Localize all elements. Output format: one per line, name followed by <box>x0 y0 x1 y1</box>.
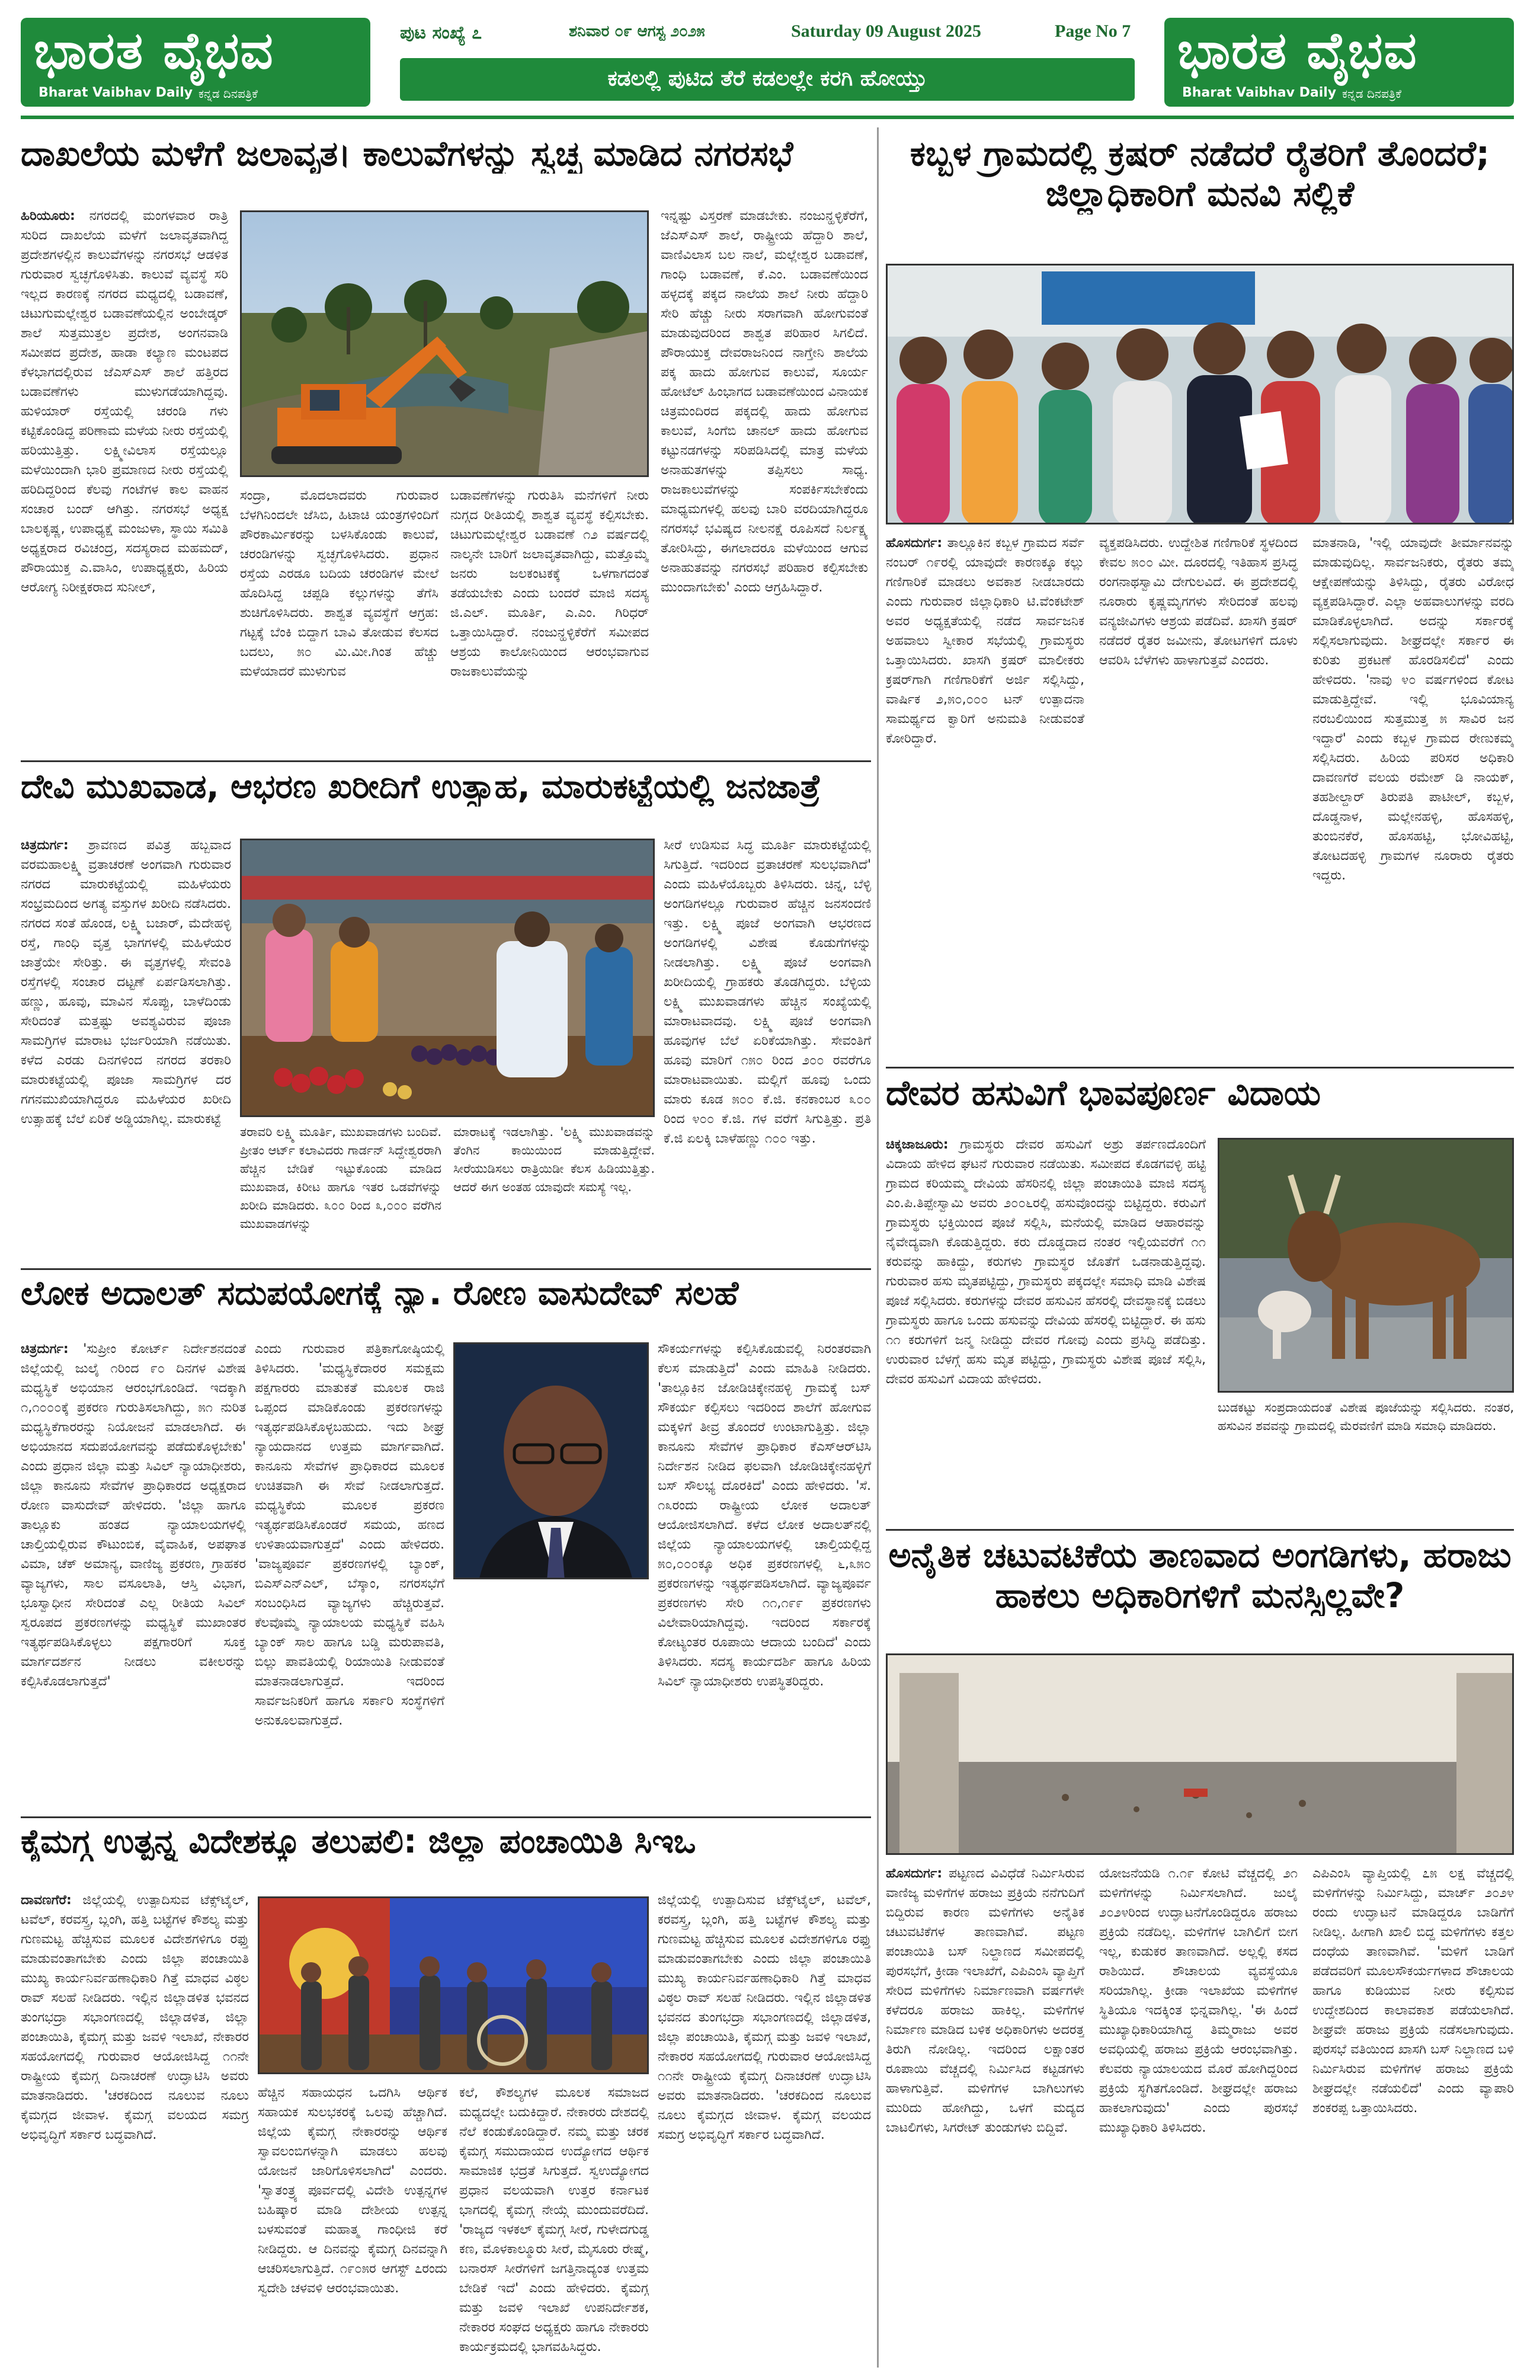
article-text: ತಾಲ್ಲೂಕಿನ ಕಬ್ಬಳ ಗ್ರಾಮದ ಸರ್ವೆ ನಂಬರ್ ೧೯ರಲ್ಲಿ ಯಾವುದೇ ಕಾರಣಕ್ಕೂ ಕಲ್ಲು ಗಣಿಗಾರಿಕೆ ಮಾಡಲು ಅವಕಾಶ ನೀಡಬಾರದು ಎಂದು ಗುರುವಾರ ಜಿಲ್ಲಾಧಿಕಾರಿ ಟಿ.ವೆಂಕಟೇಶ್ ಅವರ ಅಧ್ಯಕ್ಷತೆಯಲ್ಲಿ ನಡೆದ ಸಾರ್ವಜನಿಕ ಅಹವಾಲು ಸ್ವೀಕಾರ ಸಭೆಯಲ್ಲಿ ಗ್ರಾಮಸ್ಥರು ಒತ್ತಾಯಿಸಿದರು. ಖಾಸಗಿ ಕ್ರಷರ್ ಮಾಲೀಕರು ಕ್ರಷರ್‌ಗಾಗಿ ಗಣಿಗಾರಿಕೆಗೆ ಅರ್ಜಿ ಸಲ್ಲಿಸಿದ್ದು, ವಾರ್ಷಿಕ ೨,೫೦,೦೦೦ ಟನ್ ಉತ್ಪಾದನಾ ಸಾಮರ್ಥ್ಯದ ಕ್ವಾರಿಗೆ ಅನುಮತಿ ನೀಡುವಂತೆ ಕೋರಿದ್ದಾರೆ. <box>886 536 1084 746</box>
masthead-logo-right <box>1164 18 1514 107</box>
excavator-photo-illustration <box>242 212 649 477</box>
photo-caption: ಮಾರಾಟಕ್ಕೆ ಇಡಲಾಗಿತ್ತು. 'ಲಕ್ಷ್ಮಿ ಮುಖವಾಡವನ್ನು ತೆಂಗಿನ ಕಾಯಿಯಿಂದ ಮಾಡುತ್ತಿದ್ದೇವೆ. ಸೀರೆಯುಡಿಸಲು ರಾತ್ರಿಯಿಡೀ ಕೆಲಸ ಹಿಡಿಯುತ್ತಿತ್ತು. ಆದರೆ ಈಗ ಅಂತಹ ಯಾವುದೇ ಸಮಸ್ಯೆ ಇಲ್ಲ. <box>453 1125 655 1194</box>
article-headline: ಕಬ್ಬಳ ಗ್ರಾಮದಲ್ಲಿ ಕ್ರಷರ್ ನಡೆದರೆ ರೈತರಿಗೆ ತೊಂದರೆ; ಜಿಲ್ಲಾಧಿಕಾರಿಗೆ ಮನವಿ ಸಲ್ಲಿಕೆ <box>910 133 1490 215</box>
header-slogan: ಕಡಲಲ್ಲಿ ಪುಟಿದ ತೆರೆ ಕಡಲಲ್ಲೇ ಕರಗಿ ಹೋಯ್ತು <box>400 58 1135 101</box>
masthead-title-en: Bharat Vaibhav Daily <box>39 85 193 100</box>
article-text: ಜಿಲ್ಲೆಯಲ್ಲಿ ಉತ್ಪಾದಿಸುವ ಟೆಕ್ಸ್‌ಟೈಲ್, ಟವೆಲ್, ಕರವಸ್ತ್ರ, ಬ್ಲಂಗಿ, ಹತ್ತಿ ಬಟ್ಟೆಗಳ ಕೌಶಲ್ಯ ಮತ್ತು ಗುಣಮಟ್ಟ ಹೆಚ್ಚಿಸುವ ಮೂಲಕ ವಿದೇಶಗಳಿಗೂ ರಫ್ತು ಮಾಡುವಂತಾಗಬೇಕು ಎಂದು ಜಿಲ್ಲಾ ಪಂಚಾಯಿತಿ ಮುಖ್ಯ ಕಾರ್ಯನಿರ್ವಹಣಾಧಿಕಾರಿ ಗಿತ್ತೆ ಮಾಧವ ವಿಠ್ಠಲ ರಾವ್ ಸಲಹೆ ನೀಡಿದರು. ಇಲ್ಲಿನ ಜಿಲ್ಲಾಡಳಿತ ಭವನದ ತುಂಗಭದ್ರಾ ಸಭಾಂಗಣದಲ್ಲಿ ಜಿಲ್ಲಾಡಳಿತ, ಜಿಲ್ಲಾ ಪಂಚಾಯಿತಿ, ಕೈಮಗ್ಗ ಮತ್ತು ಜವಳಿ ಇಲಾಖೆ, ನೇಕಾರರ ಸಹಯೋಗದಲ್ಲಿ ಗುರುವಾರ ಆಯೋಜಿಸಿದ್ದ ೧೧ನೇ ರಾಷ್ಟ್ರೀಯ ಕೈಮಗ್ಗ ದಿನಾಚರಣೆ ಉದ್ಘಾಟಿಸಿ ಅವರು ಮಾತನಾಡಿದರು. 'ಚರಕದಿಂದ ನೂಲುವ ನೂಲು ಕೈಮಗ್ಗದ ಜೀವಾಳ. ಕೈಮಗ್ಗ ವಲಯದ ಸಮಗ್ರ ಅಭಿವೃದ್ಧಿಗೆ ಸರ್ಕಾರ ಬದ್ಧವಾಗಿದೆ. <box>21 1893 249 2142</box>
article-dateline: ಚಿಕ್ಕಜಾಜೂರು: <box>886 1137 949 1152</box>
issue-number: ಪುಟ ಸಂಖ್ಯೆ ೭ <box>400 23 482 43</box>
masthead-title: ಭಾರತ ವೈಭವ <box>34 21 274 81</box>
article-dateline: ಚಿತ್ರದುರ್ಗ: <box>21 1342 69 1357</box>
article-photo-cow <box>1218 1138 1514 1393</box>
article-body: ಕಲೆ, ಕೌಶಲ್ಯಗಳ ಮೂಲಕ ಸಮಾಜದ ಮಧ್ಯದಲ್ಲೇ ಬದುಕಿದ್ದಾರೆ. ನೇಕಾರರು ದೇಶದಲ್ಲಿ ನೆಲೆ ಕಂಡುಕೊಂಡಿದ್ದಾರೆ. ನಮ್ಮ ಮತ್ತು ಚರಕ ಕೈಮಗ್ಗ ಸಮುದಾಯದ ಉದ್ಯೋಗದ ಆರ್ಥಿಕ ಸಾಮಾಜಿಕ ಭದ್ರತೆ ಸಿಗುತ್ತದೆ. ಸ್ವಉದ್ಯೋಗದ ಪ್ರಧಾನ ವಲಯವಾಗಿ ಉತ್ತರ ಕರ್ನಾಟಕ ಭಾಗದಲ್ಲಿ ಕೈಮಗ್ಗ ನೇಯ್ಗೆ ಮುಂದುವರೆದಿದೆ. 'ರಾಜ್ಯದ ಇಳಕಲ್ ಕೈಮಗ್ಗ ಸೀರೆ, ಗುಳೇದಗುಡ್ಡ ಕಣ, ಮೊಳಕಾಲ್ಮೂರು ಸೀರೆ, ಮೈಸೂರು ರೇಷ್ಮೆ, ಬನಾರಸ್ ಸೀರೆಗಳಿಗೆ ಜಗತ್ತಿನಾದ್ಯಂತ ಉತ್ತಮ ಬೇಡಿಕೆ ಇದೆ' ಎಂದು ಹೇಳಿದರು. ಕೈಮಗ್ಗ ಮತ್ತು ಜವಳಿ ಇಲಾಖೆ ಉಪನಿರ್ದೇಶಕ, ನೇಕಾರರ ಸಂಘದ ಅಧ್ಯಕ್ಷರು ಹಾಗೂ ನೇಕಾರರು ಕಾರ್ಯಕ್ರಮದಲ್ಲಿ ಭಾಗವಹಿಸಿದ್ದರು. <box>459 2085 649 2355</box>
article-photo-judge <box>453 1342 649 1579</box>
article-dateline: ಹೊಸದುರ್ಗ: <box>886 1866 943 1881</box>
article-body <box>21 1890 249 2365</box>
article-body: ಸಂದ್ರಾ, ಮೊದಲಾದವರು ಗುರುವಾರ ಬೆಳಗಿನಿಂದಲೇ ಜೆಸಿಬಿ, ಹಿಟಾಚಿ ಯಂತ್ರಗಳಿಂದಿಗೆ ಪೌರಕಾರ್ಮಿಕರನ್ನು ಬಳಸಿಕೊಂಡು ಕಾಲುವೆ, ಚರಂಡಿಗಳನ್ನು ಸ್ವಚ್ಛಗೊಳಿಸಿದರು. ಪ್ರಧಾನ ರಸ್ತೆಯ ಎರಡೂ ಬದಿಯ ಚರಂಡಿಗಳ ಮೇಲೆ ಹೊದಿಸಿದ್ದ ಚಪ್ಪಡಿ ಕಲ್ಲುಗಳನ್ನು ತೆಗೆಸಿ ಶುಚಿಗೊಳಿಸಿದರು. ಶಾಶ್ವತ ವ್ಯವಸ್ಥೆಗೆ ಆಗ್ರಹ: ಗಟ್ಟಕ್ಕೆ ಬೆಂಕಿ ಬಿದ್ದಾಗ ಬಾವಿ ತೋಡುವ ಕೆಲಸದ ಬದಲು, ೫೦ ಮಿ.ಮೀ.ಗಿಂತ ಹೆಚ್ಚು ಮಳೆಯಾದರೆ ಮುಳುಗುವ <box>240 488 438 679</box>
article-body: ಇನ್ನಷ್ಟು ವಿಸ್ತರಣೆ ಮಾಡಬೇಕು. ನಂಜುನ್ಹಳ್ಳಿಕೆರೆಗೆ, ಜೆಎಸ್ಎಸ್ ಶಾಲೆ, ರಾಷ್ಟ್ರೀಯ ಹೆದ್ದಾರಿ ಶಾಲೆ, ವಾಣಿವಿಲಾಸ ಬಲ ನಾಲೆ, ಮಲ್ಲೇಶ್ವರ ಬಡಾವಣೆ, ಗಾಂಧಿ ಬಡಾವಣೆ, ಕೆ.ಎಂ. ಬಡಾವಣೆಯಿಂದ ಹಳ್ಳದಕ್ಕೆ ಪಕ್ಕದ ನಾಲೆಯ ಶಾಲೆ ನೀರು ಹೆದ್ದಾರಿ ಸೇರಿ ಹೆಚ್ಚು ನೀರು ಸರಾಗವಾಗಿ ಹೋಗುವಂತೆ ಮಾಡುವುದರಿಂದ ಶಾಶ್ವತ ಪರಿಹಾರ ಸಿಗಲಿದೆ. ಪೌರಾಯುಕ್ತ ದೇವರಾಜನಿಂದ ನಾಗ್ತೇನಿ ಶಾಲೆಯ ಪಕ್ಕ ಹಾದು ಹೋಗುವ ಕಾಲುವೆ, ಸೂರ್ಯ ಹೋಟೆಲ್ ಹಿಂಭಾಗದ ಬಡಾವಣೆಯಿಂದ ವಿನಾಯಕ ಚಿತ್ರಮಂದಿರದ ಪಕ್ಕದಲ್ಲಿ ಹಾದು ಹೋಗುವ ಕಾಲುವೆ, ಸಿಂಗೆಬಿ ಚಾನಲ್ ಹಾದು ಹೋಗುವ ಕಟ್ಟುನಡಗಳನ್ನು ಸರಿಪಡಿಸಿದಲ್ಲಿ ಮಾತ್ರ ಮಳೆಯ ಅನಾಹುತಗಳನ್ನು ತಪ್ಪಿಸಲು ಸಾಧ್ಯ. ರಾಜಕಾಲುವೆಗಳನ್ನು ಸಂಪರ್ಕಿಸಬೇಕೆಂದು ಮಾಧ್ಯಮಗಳಲ್ಲಿ ಹಲವು ಬಾರಿ ವರದಿಯಾಗಿದ್ದರೂ ನಗರಸಭೆ ಭವಿಷ್ಯದ ನೀಲನಕ್ಷೆ ರೂಪಿಸದೆ ನಿರ್ಲಕ್ಷ್ಯ ತೋರಿಸಿದ್ದು, ಈಗಲಾದರೂ ಮಳೆಯಿಂದ ಆಗುವ ಅನಾಹುತವನ್ನು ನಗರಸಭೆ ಪರಿಹಾರ ಕಲ್ಪಿಸಬೇಕು ಮುಂದಾಗಬೇಕು' ಎಂದು ಆಗ್ರಹಿಸಿದ್ದಾರೆ. <box>661 209 868 595</box>
masthead-tagline: ಕನ್ನಡ ದಿನಪತ್ರಿಕೆ <box>198 87 258 101</box>
article-text: ಶ್ರಾವಣದ ಪವಿತ್ರ ಹಬ್ಬವಾದ ವರಮಹಾಲಕ್ಷ್ಮಿ ವ್ರತಾಚರಣೆ ಅಂಗವಾಗಿ ಗುರುವಾರ ನಗರದ ಮಾರುಕಟ್ಟೆಯಲ್ಲಿ ಮಹಿಳೆಯರು ಸಂಭ್ರಮದಿಂದ ಅಗತ್ಯ ವಸ್ತುಗಳ ಖರೀದಿ ನಡೆಸಿದರು. ನಗರದ ಸಂತೆ ಹೊಂಡ, ಲಕ್ಷ್ಮಿ ಬಜಾರ್, ಮೆದೇಹಳ್ಳಿ ರಸ್ತೆ, ಗಾಂಧಿ ವೃತ್ತ ಭಾಗಗಳಲ್ಲಿ ಮಹಿಳೆಯರ ಜಾತ್ರೆಯೇ ಸೇರಿತ್ತು. ಈ ವೃತ್ತಗಳಲ್ಲಿ ಸೇವಂತಿ ರಸ್ತೆಗಳಲ್ಲಿ ಸಂಚಾರ ದಟ್ಟಣೆ ಏರ್ಪಡಿಸಲಾಗಿತ್ತು. ಹಣ್ಣು, ಹೂವು, ಮಾವಿನ ಸೊಪ್ಪು, ಬಾಳೆದಿಂಡು ಸೇರಿದಂತೆ ಮತ್ತಷ್ಟು ಅವಶ್ಯವಿರುವ ಪೂಜಾ ಸಾಮಗ್ರಿಗಳ ಮಾರಾಟ ಭರ್ಜರಿಯಾಗಿ ನಡೆಯಿತು. ಕಳೆದ ಎರಡು ದಿನಗಳಿಂದ ನಗರದ ತರಕಾರಿ ಮಾರುಕಟ್ಟೆಯಲ್ಲಿ ಪೂಜಾ ಸಾಮಗ್ರಿಗಳ ದರ ಗಗನಮುಖಿಯಾಗಿದ್ದರೂ ಮಹಿಳೆಯರ ಖರೀದಿ ಉತ್ಸಾಹಕ್ಕೆ ಬೆಲೆ ಏರಿಕೆ ಅಡ್ಡಿಯಾಗಿಲ್ಲ. ಮಾರುಕಟ್ಟೆ <box>21 838 231 1127</box>
article-body <box>21 206 228 751</box>
article-dateline: ಚಿತ್ರದುರ್ಗ: <box>21 838 69 853</box>
article-body <box>21 1339 246 1808</box>
article-headline: ದಾಖಲೆಯ ಮಳೆಗೆ ಜಲಾವೃತ। ಕಾಲುವೆಗಳನ್ನು ಸ್ವಚ್ಛ ಮಾಡಿದ ನಗರಸಭೆ <box>21 133 793 174</box>
section-divider <box>886 1067 1514 1069</box>
article-body: ವ್ಯಕ್ತಪಡಿಸಿದರು. ಉದ್ದೇಶಿತ ಗಣಿಗಾರಿಕೆ ಸ್ಥಳದಿಂದ ಕೇವಲ ೫೦೦ ಮೀ. ದೂರದಲ್ಲಿ ಇತಿಹಾಸ ಪ್ರಸಿದ್ಧ ರಂಗನಾಥಸ್ವಾಮಿ ದೇಗುಲವಿದೆ. ಈ ಪ್ರದೇಶದಲ್ಲಿ ನೂರಾರು ಕೃಷ್ಣಮೃಗಗಳು ಸೇರಿದಂತೆ ಹಲವು ವನ್ಯಜೀವಿಗಳು ಆಶ್ರಯ ಪಡೆದಿವೆ. ಖಾಸಗಿ ಕ್ರಷರ್ ನಡೆದರೆ ರೈತರ ಜಮೀನು, ತೋಟಗಳಿಗೆ ದೂಳು ಆವರಿಸಿ ಬೆಳೆಗಳು ಹಾಳಾಗುತ್ತವೆ ಎಂದರು. <box>1099 536 1298 668</box>
article-text: 'ಸುಪ್ರೀಂ ಕೋರ್ಟ್ ನಿರ್ದೇಶನದಂತೆ ಜಿಲ್ಲೆಯಲ್ಲಿ ಜುಲೈ ೧ರಿಂದ ೯೦ ದಿನಗಳ ವಿಶೇಷ ಮಧ್ಯಸ್ಥಿಕೆ ಅಭಿಯಾನ ಆರಂಭಗೊಂಡಿದೆ. ಇದಕ್ಕಾಗಿ ೧,೧೦೦೦ಕ್ಕೆ ಪ್ರಕರಣ ಗುರುತಿಸಲಾಗಿದ್ದು, ೫೧ ನುರಿತ ಮಧ್ಯಸ್ಥಿಕೆಗಾರರನ್ನು ನಿಯೋಜನೆ ಮಾಡಲಾಗಿದೆ. ಈ ಅಭಿಯಾನದ ಸದುಪಯೋಗವನ್ನು ಪಡೆದುಕೊಳ್ಳಬೇಕು' ಎಂದು ಪ್ರಧಾನ ಜಿಲ್ಲಾ ಮತ್ತು ಸಿವಿಲ್ ನ್ಯಾಯಾಧೀಶರು, ಜಿಲ್ಲಾ ಕಾನೂನು ಸೇವೆಗಳ ಪ್ರಾಧಿಕಾರದ ಅಧ್ಯಕ್ಷರಾದ ರೋಣ ವಾಸುದೇವ್ ಹೇಳಿದರು. 'ಜಿಲ್ಲಾ ಹಾಗೂ ತಾಲ್ಲೂಕು ಹಂತದ ನ್ಯಾಯಾಲಯಗಳಲ್ಲಿ ಚಾಲ್ತಿಯಲ್ಲಿರುವ ಕೌಟುಂಬಿಕ, ವೈವಾಹಿಕ, ಅಪಘಾತ ವಿಮಾ, ಚೆಕ್ ಅಮಾನ್ಯ, ವಾಣಿಜ್ಯ ಪ್ರಕರಣ, ಗ್ರಾಹಕರ ವ್ಯಾಜ್ಯಗಳು, ಸಾಲ ವಸೂಲಾತಿ, ಆಸ್ತಿ ವಿಭಾಗ, ಭೂಸ್ವಾಧೀನ ಸೇರಿದಂತೆ ಎಲ್ಲ ರೀತಿಯ ಸಿವಿಲ್ ಸ್ವರೂಪದ ಪ್ರಕರಣಗಳನ್ನು ಮಧ್ಯಸ್ಥಿಕೆ ಮುಖಾಂತರ ಇತ್ಯರ್ಥಪಡಿಸಿಕೊಳ್ಳಲು ಪಕ್ಷಗಾರರಿಗೆ ಸೂಕ್ತ ಮಾರ್ಗದರ್ಶನ ನೀಡಲು ವಕೀಲರನ್ನು ಕಲ್ಪಿಸಿಕೊಡಲಾಗುತ್ತದೆ' <box>21 1342 246 1689</box>
article-photo-empty-shop <box>886 1653 1514 1855</box>
article-body <box>886 1864 1084 2365</box>
article-dateline: ಹಿರಿಯೂರು: <box>21 209 75 223</box>
date-english: Saturday 09 August 2025 <box>791 21 981 41</box>
photo-caption: ಬುಡಕಟ್ಟು ಸಂಪ್ರದಾಯದಂತೆ ವಿಶೇಷ ಪೂಜೆಯನ್ನು ಸಲ್ಲಿಸಿದರು. ನಂತರ, ಹಸುವಿನ ಶವವನ್ನು ಗ್ರಾಮದಲ್ಲಿ ಮೆರವಣಿಗೆ ಮಾಡಿ ಸಮಾಧಿ ಮಾಡಿದರು. <box>1218 1400 1514 1433</box>
article-headline: ದೇವರ ಹಸುವಿಗೆ ಭಾವಪೂರ್ಣ ವಿದಾಯ <box>886 1073 1321 1113</box>
masthead-tagline: ಕನ್ನಡ ದಿನಪತ್ರಿಕೆ <box>1342 87 1402 101</box>
article-text: ಪಟ್ಟಣದ ವಿವಿಧೆಡೆ ನಿರ್ಮಿಸಿರುವ ವಾಣಿಜ್ಯ ಮಳಿಗೆಗಳ ಹರಾಜು ಪ್ರಕ್ರಿಯೆ ನನೆಗುದಿಗೆ ಬಿದ್ದಿರುವ ಕಾರಣ ಮಳಿಗೆಗಳು ಅನೈತಿಕ ಚಟುವಟಿಕೆಗಳ ತಾಣವಾಗಿವೆ. ಪಟ್ಟಣ ಪಂಚಾಯಿತಿ ಬಸ್ ನಿಲ್ದಾಣದ ಸಮೀಪದಲ್ಲಿ ಪುರಸಭೆಗೆ, ಕ್ರೀಡಾ ಇಲಾಖೆಗೆ, ಎಪಿಎಂಸಿ ವ್ಯಾಪ್ತಿಗೆ ಸೇರಿದ ಮಳಿಗೆಗಳು ನಿರ್ಮಾಣವಾಗಿ ವರ್ಷಗಳೇ ಕಳೆದರೂ ಹರಾಜು ಹಾಕಿಲ್ಲ. ಮಳಿಗೆಗಳ ನಿರ್ಮಾಣ ಮಾಡಿದ ಬಳಿಕ ಅಧಿಕಾರಿಗಳು ಅದರತ್ತ ತಿರುಗಿ ನೋಡಿಲ್ಲ. ಇದರಿಂದ ಲಕ್ಷಾಂತರ ರೂಪಾಯಿ ವೆಚ್ಚದಲ್ಲಿ ನಿರ್ಮಿಸಿದ ಕಟ್ಟಡಗಳು ಹಾಳಾಗುತ್ತಿವೆ. ಮಳಿಗೆಗಳ ಬಾಗಿಲುಗಳು ಮುರಿದು ಹೋಗಿದ್ದು, ಒಳಗೆ ಮದ್ಯದ ಬಾಟಲಿಗಳು, ಸಿಗರೇಟ್ ತುಂಡುಗಳು ಬಿದ್ದಿವೆ. <box>886 1866 1084 2135</box>
empty-shop-illustration <box>888 1655 1514 1855</box>
article-body <box>886 1135 1206 1523</box>
article-body: ಎಂದು ಗುರುವಾರ ಪತ್ರಿಕಾಗೋಷ್ಠಿಯಲ್ಲಿ ತಿಳಿಸಿದರು. 'ಮಧ್ಯಸ್ಥಿಕೆದಾರರ ಸಮಕ್ಷಮ ಪಕ್ಷಗಾರರು ಮಾತುಕತೆ ಮೂಲಕ ರಾಜಿ ಒಪ್ಪಂದ ಮಾಡಿಕೊಂಡು ಪ್ರಕರಣಗಳನ್ನು ಇತ್ಯರ್ಥಪಡಿಸಿಕೊಳ್ಳಬಹುದು. ಇದು ಶೀಘ್ರ ನ್ಯಾಯದಾನದ ಉತ್ತಮ ಮಾರ್ಗವಾಗಿದೆ. ಕಾನೂನು ಸೇವೆಗಳ ಪ್ರಾಧಿಕಾರದ ಮೂಲಕ ಉಚಿತವಾಗಿ ಈ ಸೇವೆ ನೀಡಲಾಗುತ್ತದೆ. ಮಧ್ಯಸ್ಥಿಕೆಯ ಮೂಲಕ ಪ್ರಕರಣ ಇತ್ಯರ್ಥಪಡಿಸಿಕೊಂಡರೆ ಸಮಯ, ಹಣದ ಉಳಿತಾಯವಾಗುತ್ತದೆ' ಎಂದು ಹೇಳಿದರು. 'ವಾಜ್ಯಪೂರ್ವ ಪ್ರಕರಣಗಳಲ್ಲಿ ಬ್ಯಾಂಕ್, ಬಿಎಸ್ಎನ್ಎಲ್, ಬೆಸ್ಕಾಂ, ನಗರಸಭೆಗೆ ಸಂಬಂಧಿಸಿದ ವ್ಯಾಜ್ಯಗಳು ಹೆಚ್ಚಿರುತ್ತವೆ. ಕೆಲವೊಮ್ಮೆ ನ್ಯಾಯಾಲಯ ಮಧ್ಯಸ್ಥಿಕೆ ವಹಿಸಿ ಬ್ಯಾಂಕ್ ಸಾಲ ಹಾಗೂ ಬಡ್ಡಿ ಮರುಪಾವತಿ, ಬಿಲ್ಲು ಪಾವತಿಯಲ್ಲಿ ರಿಯಾಯಿತಿ ನೀಡುವಂತೆ ಮಾತನಾಡಲಾಗುತ್ತದೆ. ಇದರಿಂದ ಸಾರ್ವಜನಿಕರಿಗೆ ಹಾಗೂ ಸರ್ಕಾರಿ ಸಂಸ್ಥೆಗಳಿಗೆ ಅನುಕೂಲವಾಗುತ್ತದೆ. <box>255 1342 444 1728</box>
article-photo-petition <box>886 264 1514 524</box>
section-divider <box>21 760 871 762</box>
article-headline: ಅನೈತಿಕ ಚಟುವಟಿಕೆಯ ತಾಣವಾದ ಅಂಗಡಿಗಳು, ಹರಾಜು ಹಾಕಲು ಅಧಿಕಾರಿಗಳಿಗೆ ಮನಸ್ಸಿಲ್ಲವೇ? <box>888 1535 1512 1616</box>
masthead-title-en: Bharat Vaibhav Daily <box>1182 85 1337 100</box>
article-dateline: ದಾವಣಗೆರೆ: <box>21 1893 72 1908</box>
market-photo-illustration <box>242 840 655 1117</box>
page-number: Page No 7 <box>1055 21 1131 41</box>
masthead-title: ಭಾರತ ವೈಭವ <box>1177 21 1418 81</box>
section-divider <box>21 1816 871 1818</box>
article-body: ಬಡಾವಣೆಗಳನ್ನು ಗುರುತಿಸಿ ಮನೆಗಳಿಗೆ ನೀರು ನುಗ್ಗದ ರೀತಿಯಲ್ಲಿ ಶಾಶ್ವತ ವ್ಯವಸ್ಥೆ ಕಲ್ಪಿಸಬೇಕು. ಚಿಟುಗುಮಲ್ಲೇಶ್ವರ ಬಡಾವಣೆ ೧೨ ವರ್ಷದಲ್ಲಿ ನಾಲ್ಕನೇ ಬಾರಿಗೆ ಜಲಾವೃತವಾಗಿದ್ದು, ಮತ್ತೊಮ್ಮೆ ಜನರು ಜಲಕಂಟಕಕ್ಕೆ ಒಳಗಾಗದಂತೆ ತಡೆಯಬೇಕು ಎಂದು ಬಂದರೆ ಮಾಜಿ ಸದಸ್ಯ ಜಿ.ಎಲ್. ಮೂರ್ತಿ, ಎ.ಎಂ. ಗಿರಿಧರ್ ಒತ್ತಾಯಿಸಿದ್ದಾರೆ. ನಂಜುನ್ಹಳ್ಳಿಕೆರೆಗೆ ಸಮೀಪದ ಆಶ್ರಯ ಕಾಲೋನಿಯಿಂದ ಆರಂಭವಾಗುವ ರಾಜಕಾಲುವೆಯನ್ನು <box>450 488 649 679</box>
article-text: ಗ್ರಾಮಸ್ಥರು ದೇವರ ಹಸುವಿಗೆ ಅಶ್ರು ತರ್ಪಣದೊಂದಿಗೆ ವಿದಾಯ ಹೇಳಿದ ಘಟನೆ ಗುರುವಾರ ನಡೆಯಿತು. ಸಮೀಪದ ಕೊಡಗವಳ್ಳಿ ಹಟ್ಟಿ ಗ್ರಾಮದ ಕರಿಯಮ್ಮ ದೇವಿಯ ಹೆಸರಿನಲ್ಲಿ ಜಿಲ್ಲಾ ಪಂಚಾಯಿತಿ ಮಾಜಿ ಸದಸ್ಯ ಎಂ.ಪಿ.ತಿಪ್ಪೇಸ್ವಾಮಿ ಅವರು ೨೦೦೬ರಲ್ಲಿ ಹಸುವೊಂದನ್ನು ಬಿಟ್ಟಿದ್ದರು. ಕರುವಿಗೆ ಗ್ರಾಮಸ್ಥರು ಭಕ್ತಿಯಿಂದ ಪೂಜೆ ಸಲ್ಲಿಸಿ, ಮನೆಯಲ್ಲಿ ಮಾಡಿದ ಆಹಾರವನ್ನು ನೈವೇದ್ಯವಾಗಿ ಕೊಡುತ್ತಿದ್ದರು. ಕರು ದೊಡ್ಡದಾದ ನಂತರ ಇಲ್ಲಿಯವರೆಗೆ ೧೧ ಕರುವನ್ನು ಹಾಕಿದ್ದು, ಕರುಗಳು ಗ್ರಾಮಸ್ಥರ ಜೊತೆಗೆ ಒಡನಾಡುತ್ತಿದ್ದವು. ಗುರುವಾರ ಹಸು ಮೃತಪಟ್ಟಿದ್ದು, ಗ್ರಾಮಸ್ಥರು ಪಕ್ಕದಲ್ಲೇ ಸಮಾಧಿ ಮಾಡಿ ವಿಶೇಷ ಪೂಜೆ ಸಲ್ಲಿಸಿದರು. ಕರುಗಳನ್ನು ದೇವರ ಹಸುವಿನ ಹೆಸರಲ್ಲಿ ದೇವಸ್ಥಾನಕ್ಕೆ ಬಿಡಲು ಗ್ರಾಮಸ್ಥರು ಹಾಗೂ ಒಂದು ಹಸುವನ್ನು ದೇವಿಯ ಹೆಸರಲ್ಲಿ ಬಿಟ್ಟಿದ್ದಾರೆ. ಈ ಹಸು ೧೧ ಕರುಗಳಿಗೆ ಜನ್ಮ ನೀಡಿದ್ದು ದೇವರ ಗೋವು ಎಂದು ಪ್ರಸಿದ್ಧಿ ಪಡೆದಿತ್ತು. ಉರುವಾರ ಬೆಳಗ್ಗೆ ಹಸು ಮೃತ ಪಟ್ಟಿದ್ದು, ಗ್ರಾಮಸ್ಥರು ವಿಶೇಷ ಪೂಜೆ ಸಲ್ಲಿಸಿ, ದೇವರ ಹಸುವಿಗೆ ವಿದಾಯ ಹೇಳಿದರು. <box>886 1137 1206 1387</box>
article-body: ಯೋಜನೆಯಡಿ ೧.೧೯ ಕೋಟಿ ವೆಚ್ಚದಲ್ಲಿ ೨೧ ಮಳಿಗೆಗಳನ್ನು ನಿರ್ಮಿಸಲಾಗಿದೆ. ಜುಲೈ ೨೦೨೪ರಿಂದ ಉದ್ಘಾಟನೆಗೊಂಡಿದ್ದರೂ ಹರಾಜು ಪ್ರಕ್ರಿಯೆ ನಡೆದಿಲ್ಲ. ಮಳಿಗೆಗಳ ಬಾಗಿಲಿಗೆ ಬೀಗ ಇಲ್ಲ, ಕುಡುಕರ ತಾಣವಾಗಿದೆ. ಅಲ್ಲಲ್ಲಿ ಕಸದ ರಾಶಿಯಿದೆ. ಶೌಚಾಲಯ ವ್ಯವಸ್ಥೆಯೂ ಸರಿಯಾಗಿಲ್ಲ. ಕ್ರೀಡಾ ಇಲಾಖೆಯ ಮಳಿಗೆಗಳ ಸ್ಥಿತಿಯೂ ಇದಕ್ಕಿಂತ ಭಿನ್ನವಾಗಿಲ್ಲ. 'ಈ ಹಿಂದೆ ಮುಖ್ಯಾಧಿಕಾರಿಯಾಗಿದ್ದ ತಿಮ್ಮರಾಜು ಅವರ ಅವಧಿಯಲ್ಲಿ ಹರಾಜು ಪ್ರಕ್ರಿಯೆ ಆರಂಭವಾಗಿತ್ತು. ಕೆಲವರು ನ್ಯಾಯಾಲಯದ ಮೊರೆ ಹೋಗಿದ್ದರಿಂದ ಪ್ರಕ್ರಿಯೆ ಸ್ಥಗಿತಗೊಂಡಿದೆ. ಶೀಘ್ರದಲ್ಲೇ ಹರಾಜು ಹಾಕಲಾಗುವುದು' ಎಂದು ಪುರಸಭೆ ಮುಖ್ಯಾಧಿಕಾರಿ ತಿಳಿಸಿದರು. <box>1099 1866 1298 2135</box>
article-body: ಜಿಲ್ಲೆಯಲ್ಲಿ ಉತ್ಪಾದಿಸುವ ಟೆಕ್ಸ್‌ಟೈಲ್, ಟವೆಲ್, ಕರವಸ್ತ್ರ, ಬ್ಲಂಗಿ, ಹತ್ತಿ ಬಟ್ಟೆಗಳ ಕೌಶಲ್ಯ ಮತ್ತು ಗುಣಮಟ್ಟ ಹೆಚ್ಚಿಸುವ ಮೂಲಕ ವಿದೇಶಗಳಿಗೂ ರಫ್ತು ಮಾಡುವಂತಾಗಬೇಕು ಎಂದು ಜಿಲ್ಲಾ ಪಂಚಾಯಿತಿ ಮುಖ್ಯ ಕಾರ್ಯನಿರ್ವಹಣಾಧಿಕಾರಿ ಗಿತ್ತೆ ಮಾಧವ ವಿಠ್ಠಲ ರಾವ್ ಸಲಹೆ ನೀಡಿದರು. ಇಲ್ಲಿನ ಜಿಲ್ಲಾಡಳಿತ ಭವನದ ತುಂಗಭದ್ರಾ ಸಭಾಂಗಣದಲ್ಲಿ ಜಿಲ್ಲಾಡಳಿತ, ಜಿಲ್ಲಾ ಪಂಚಾಯಿತಿ, ಕೈಮಗ್ಗ ಮತ್ತು ಜವಳಿ ಇಲಾಖೆ, ನೇಕಾರರ ಸಹಯೋಗದಲ್ಲಿ ಗುರುವಾರ ಆಯೋಜಿಸಿದ್ದ ೧೧ನೇ ರಾಷ್ಟ್ರೀಯ ಕೈಮಗ್ಗ ದಿನಾಚರಣೆ ಉದ್ಘಾಟಿಸಿ ಅವರು ಮಾತನಾಡಿದರು. 'ಚರಕದಿಂದ ನೂಲುವ ನೂಲು ಕೈಮಗ್ಗದ ಜೀವಾಳ. ಕೈಮಗ್ಗ ವಲಯದ ಸಮಗ್ರ ಅಭಿವೃದ್ಧಿಗೆ ಸರ್ಕಾರ ಬದ್ಧವಾಗಿದೆ. <box>658 1893 871 2142</box>
article-body: ಹೆಚ್ಚಿನ ಸಹಾಯಧನ ಒದಗಿಸಿ ಆರ್ಥಿಕ ಸಹಾಯಕ ಸುಲಭಕರಕ್ಕೆ ಒಲವು ಹೆಚ್ಚಾಗಿದೆ. ಜಿಲ್ಲೆಯ ಕೈಮಗ್ಗ ನೇಕಾರರನ್ನು ಆರ್ಥಿಕ ಸ್ವಾವಲಂಬಿಗಳನ್ನಾಗಿ ಮಾಡಲು ಹಲವು ಯೋಜನೆ ಜಾರಿಗೊಳಿಸಲಾಗಿದೆ' ಎಂದರು. 'ಸ್ವಾತಂತ್ರ್ಯ ಪೂರ್ವದಲ್ಲಿ ವಿದೇಶಿ ಉತ್ಪನ್ನಗಳ ಬಹಿಷ್ಕಾರ ಮಾಡಿ ದೇಶೀಯ ಉತ್ಪನ್ನ ಬಳಸುವಂತೆ ಮಹಾತ್ಮ ಗಾಂಧೀಜಿ ಕರೆ ನೀಡಿದ್ದರು. ಆ ದಿನವನ್ನು ಕೈಮಗ್ಗ ದಿನವನ್ನಾಗಿ ಆಚರಿಸಲಾಗುತ್ತಿದೆ. ೧೯೦೫ರ ಆಗಸ್ಟ್ ೭ರಂದು ಸ್ವದೇಶಿ ಚಳವಳಿ ಆರಂಭವಾಯಿತು. <box>258 2085 447 2296</box>
column-divider <box>877 127 879 2368</box>
article-body: ಸೌಕರ್ಯಗಳನ್ನು ಕಲ್ಪಿಸಿಕೊಡುವಲ್ಲಿ ನಿರಂತರವಾಗಿ ಕೆಲಸ ಮಾಡುತ್ತಿದೆ' ಎಂದು ಮಾಹಿತಿ ನೀಡಿದರು. 'ತಾಲ್ಲೂಕಿನ ಜೋಡಿಚಿಕ್ಕೇನಹಳ್ಳಿ ಗ್ರಾಮಕ್ಕೆ ಬಸ್ ಸೌಕರ್ಯ ಕಲ್ಪಿಸಲು ಇದರಿಂದ ಶಾಲೆಗೆ ಹೋಗುವ ಮಕ್ಕಳಿಗೆ ತೀವ್ರ ತೊಂದರೆ ಉಂಟಾಗುತ್ತಿತ್ತು. ಜಿಲ್ಲಾ ಕಾನೂನು ಸೇವೆಗಳ ಪ್ರಾಧಿಕಾರ ಕೆಎಸ್ಆರ್‌ಟಿಸಿ ನಿರ್ದೇಶನ ನೀಡಿದ ಫಲವಾಗಿ ಜೋಡಿಚಿಕ್ಕೇನಹಳ್ಳಿಗೆ ಬಸ್ ಸೌಲಭ್ಯ ದೊರಕಿದೆ' ಎಂದು ಹೇಳಿದರು. 'ಸೆ. ೧೩ರಂದು ರಾಷ್ಟ್ರೀಯ ಲೋಕ ಅದಾಲತ್ ಆಯೋಜಿಸಲಾಗಿದೆ. ಕಳೆದ ಲೋಕ ಅದಾಲತ್‌ನಲ್ಲಿ ಜಿಲ್ಲೆಯ ನ್ಯಾಯಾಲಯಗಳಲ್ಲಿ ಚಾಲ್ತಿಯಲ್ಲಿದ್ದ ೫೦,೦೦೦ಕ್ಕೂ ಅಧಿಕ ಪ್ರಕರಣಗಳಲ್ಲಿ ೬,೩೫೦ ಪ್ರಕರಣಗಳನ್ನು ಇತ್ಯರ್ಥಪಡಿಸಲಾಗಿದೆ. ವ್ಯಾಜ್ಯಪೂರ್ವ ಪ್ರಕರಣಗಳು ಸೇರಿ ೧೧,೧೯೯ ಪ್ರಕರಣಗಳು ವಿಲೇವಾರಿಯಾಗಿದ್ದವು. ಇದರಿಂದ ಸರ್ಕಾರಕ್ಕೆ ಕೋಟ್ಯಂತರ ರೂಪಾಯಿ ಆದಾಯ ಬಂದಿದೆ' ಎಂದು ತಿಳಿಸಿದರು. ಸದಸ್ಯ ಕಾರ್ಯದರ್ಶಿ ಹಾಗೂ ಹಿರಿಯ ಸಿವಿಲ್ ನ್ಯಾಯಾಧೀಶರು ಉಪಸ್ಥಿತರಿದ್ದರು. <box>658 1342 871 1689</box>
article-headline: ಕೈಮಗ್ಗ ಉತ್ಪನ್ನ ವಿದೇಶಕ್ಕೂ ತಲುಪಲಿ: ಜಿಲ್ಲಾ ಪಂಚಾಯಿತಿ ಸಿಇಒ <box>21 1822 696 1861</box>
article-photo-excavator <box>240 210 649 477</box>
article-dateline: ಹೊಸದುರ್ಗ: <box>886 536 943 551</box>
cow-photo-illustration <box>1219 1140 1514 1393</box>
section-divider <box>21 1268 871 1270</box>
article-headline: ದೇವಿ ಮುಖವಾಡ, ಆಭರಣ ಖರೀದಿಗೆ ಉತ್ಸಾಹ, ಮಾರುಕಟ್ಟೆಯಲ್ಲಿ ಜನಜಾತ್ರೆ <box>21 767 821 806</box>
article-body <box>21 836 231 1262</box>
header-rule <box>21 116 1514 119</box>
article-body: ಎಪಿಎಂಸಿ ವ್ಯಾಪ್ತಿಯಲ್ಲಿ ೭೫ ಲಕ್ಷ ವೆಚ್ಚದಲ್ಲಿ ಮಳಿಗೆಗಳನ್ನು ನಿರ್ಮಿಸಿದ್ದು, ಮಾರ್ಚ್ ೨೦೨೪ ರಂದು ಉದ್ಘಾಟನೆ ಮಾಡಿದ್ದರೂ ಬಾಡಿಗೆಗೆ ನೀಡಿಲ್ಲ. ಹೀಗಾಗಿ ಖಾಲಿ ಬಿದ್ದ ಮಳಿಗೆಗಳು ಕತ್ತಲ ದಂಧೆಯ ತಾಣವಾಗಿವೆ. 'ಮಳಿಗೆ ಬಾಡಿಗೆ ಪಡೆದವರಿಗೆ ಮೂಲಸೌಕರ್ಯಗಳಾದ ಶೌಚಾಲಯ ಹಾಗೂ ಕುಡಿಯುವ ನೀರು ಕಲ್ಪಿಸುವ ಉದ್ದೇಶದಿಂದ ಕಾಲಾವಕಾಶ ಪಡೆಯಲಾಗಿದೆ. ಶೀಘ್ರವೇ ಹರಾಜು ಪ್ರಕ್ರಿಯೆ ನಡೆಸಲಾಗುವುದು. ಪುರಸಭೆ ವತಿಯಿಂದ ಖಾಸಗಿ ಬಸ್ ನಿಲ್ದಾಣದ ಬಳಿ ನಿರ್ಮಿಸಿರುವ ಮಳಿಗೆಗಳ ಹರಾಜು ಪ್ರಕ್ರಿಯೆ ಶೀಘ್ರದಲ್ಲೇ ನಡೆಯಲಿದೆ' ಎಂದು ವ್ಯಾಪಾರಿ ಶಂಕರಪ್ಪ ಒತ್ತಾಯಿಸಿದರು. <box>1312 1866 1514 2116</box>
article-text: ನಗರದಲ್ಲಿ ಮಂಗಳವಾರ ರಾತ್ರಿ ಸುರಿದ ದಾಖಲೆಯ ಮಳೆಗೆ ಜಲಾವೃತವಾಗಿದ್ದ ಪ್ರದೇಶಗಳಲ್ಲಿನ ಕಾಲುವೆಗಳನ್ನು ನಗರಸಭೆ ಆಡಳಿತ ಗುರುವಾರ ಸ್ವಚ್ಛಗೊಳಿಸಿತು. ಕಾಲುವೆ ವ್ಯವಸ್ಥೆ ಸರಿ ಇಲ್ಲದ ಕಾರಣಕ್ಕೆ ನಗರದ ಮಧ್ಯದಲ್ಲಿ ಬಡಾವಣೆ, ಚಿಟುಗುಮಲ್ಲೇಶ್ವರ ಬಡಾವಣೆಯಲ್ಲಿನ ಅಂಬೇಡ್ಕರ್ ಶಾಲೆ ಸುತ್ತಮುತ್ತಲ ಪ್ರದೇಶ, ಅಂಗನವಾಡಿ ಸಮೀಪದ ಪ್ರದೇಶ, ಹಾಡಾ ಕಲ್ಯಾಣ ಮಂಟಪದ ಕೆಳಭಾಗದಲ್ಲಿರುವ ಜೆಎಸ್ಎಸ್ ಶಾಲೆ ಹತ್ತಿರದ ಬಡಾವಣೆಗಳು ಮುಳುಗಡೆಯಾಗಿದ್ದವು. ಹುಳಿಯಾರ್ ರಸ್ತೆಯಲ್ಲಿ ಚರಂಡಿ ಗಳು ಕಟ್ಟಿಕೊಂಡಿದ್ದ ಪರಿಣಾಮ ಮಳೆಯ ನೀರು ರಸ್ತೆಯಲ್ಲಿ ಹರಿಯುತ್ತಿತ್ತು. ಲಕ್ಷ್ಮೀವಿಲಾಸ ರಸ್ತೆಯಲ್ಲೂ ಮಳೆಯಿಂದಾಗಿ ಭಾರಿ ಪ್ರಮಾಣದ ನೀರು ರಸ್ತೆಯಲ್ಲಿ ಹರಿದಿದ್ದರಿಂದ ಕೆಲವು ಗಂಟೆಗಳ ಕಾಲ ವಾಹನ ಸಂಚಾರ ಬಂದ್ ಆಗಿತ್ತು. ನಗರಸಭೆ ಅಧ್ಯಕ್ಷ ಬಾಲಕೃಷ್ಣ, ಉಪಾಧ್ಯಕ್ಷೆ ಮಂಜುಳಾ, ಸ್ಥಾಯಿ ಸಮಿತಿ ಅಧ್ಯಕ್ಷರಾದ ರವಿಚಂದ್ರ, ಸದಸ್ಯರಾದ ಮಹಮದ್, ಪೌರಾಯುಕ್ತ ಎ.ವಾಸಿಂ, ಉಪಾಧ್ಯಕ್ಷರು, ಹಿರಿಯ ಆರೋಗ್ಯ ನಿರೀಕ್ಷಕರಾದ ಸುನೀಲ್, <box>21 209 228 595</box>
judge-portrait-illustration <box>455 1344 649 1579</box>
article-body: ಮಾತನಾಡಿ, 'ಇಲ್ಲಿ ಯಾವುದೇ ತೀರ್ಮಾನವನ್ನು ಮಾಡುವುದಿಲ್ಲ. ಸಾರ್ವಜನಿಕರು, ರೈತರು ತಮ್ಮ ಆಕ್ಷೇಪಣೆಯನ್ನು ತಿಳಿಸಿದ್ದು, ರೈತರು ವಿರೋಧ ವ್ಯಕ್ತಪಡಿಸಿದ್ದಾರೆ. ಎಲ್ಲಾ ಅಹವಾಲುಗಳನ್ನು ವರದಿ ಮಾಡಿಕೊಳ್ಳಲಾಗಿದೆ. ಅದನ್ನು ಸರ್ಕಾರಕ್ಕೆ ಸಲ್ಲಿಸಲಾಗುವುದು. ಶೀಘ್ರದಲ್ಲೇ ಸರ್ಕಾರ ಈ ಕುರಿತು ಪ್ರಕಟಣೆ ಹೊರಡಿಸಲಿದೆ' ಎಂದು ಹೇಳಿದರು. 'ನಾವು ೪೦ ವರ್ಷಗಳಿಂದ ಕೋಟ ಮಾಡುತ್ತಿದ್ದೇವೆ. ಇಲ್ಲಿ ಭೂವಿಯಾನ್ಯ ನರಬಲಿಯಿಂದ ಸುತ್ತಮುತ್ತ ೫ ಸಾವಿರ ಜನ ಇದ್ದಾರೆ' ಎಂದು ಕಬ್ಬಳ ಗ್ರಾಮದ ರೇಣುಕಮ್ಮ ಸಲ್ಲಿಸಿದರು. ಹಿರಿಯ ಪರಿಸರ ಅಧಿಕಾರಿ ದಾವಣಗೆರೆ ವಲಯ ರಮೇಶ್ ಡಿ ನಾಯಕ್, ತಹಶೀಲ್ದಾರ್ ತಿರುಪತಿ ಪಾಟೀಲ್, ಕಬ್ಬಳ, ದೊಡ್ಡನಾಳ, ಮಲ್ಲೇನಹಳ್ಳಿ, ಹೊಸಹಳ್ಳಿ, ತುಂಬಿನಕೆರೆ, ಹೊಸಹಟ್ಟಿ, ಭೋವಿಹಟ್ಟಿ, ತೋಟದಹಳ್ಳಿ ಗ್ರಾಮಗಳ ನೂರಾರು ರೈತರು ಇದ್ದರು. <box>1312 536 1514 883</box>
handloom-event-illustration <box>260 1898 649 2074</box>
article-photo-market <box>240 839 655 1117</box>
photo-caption: ತರಾವರಿ ಲಕ್ಷ್ಮಿ ಮೂರ್ತಿ, ಮುಖವಾಡಗಳು ಬಂದಿವೆ. ಪ್ರೀತಂ ಆರ್ಟ್ ಕಲಾವಿದರು ಗಾರ್ಡನ್ ಸಿದ್ದೇಶ್ವರರಾಗಿ ಹೆಚ್ಚಿನ ಬೇಡಿಕೆ ಇಟ್ಟುಕೊಂಡು ಮಾಡಿದ ಮುಖವಾಡ, ಕಿರೀಟ ಹಾಗೂ ಇತರ ಒಡವೆಗಳನ್ನು ಖರೀದಿ ಮಾಡಿದರು. ೩೦೦ ರಿಂದ ೩,೦೦೦ ವರೆಗಿನ ಮುಖವಾಡಗಳನ್ನು <box>240 1125 441 1231</box>
article-body: ಸೀರೆ ಉಡಿಸುವ ಸಿದ್ಧ ಮೂರ್ತಿ ಮಾರುಕಟ್ಟೆಯಲ್ಲಿ ಸಿಗುತ್ತಿದೆ. ಇದರಿಂದ ವ್ರತಾಚರಣೆ ಸುಲಭವಾಗಿದೆ' ಎಂದು ಮಹಿಳೆಯೊಬ್ಬರು ತಿಳಿಸಿದರು. ಚಿನ್ನ, ಬೆಳ್ಳಿ ಅಂಗಡಿಗಳಲ್ಲೂ ಗುರುವಾರ ಹೆಚ್ಚಿನ ಜನಸಂದಣಿ ಇತ್ತು. ಲಕ್ಷ್ಮಿ ಪೂಜೆ ಅಂಗವಾಗಿ ಆಭರಣದ ಅಂಗಡಿಗಳಲ್ಲಿ ವಿಶೇಷ ಕೊಡುಗೆಗಳನ್ನು ನೀಡಲಾಗಿತ್ತು. ಲಕ್ಷ್ಮಿ ಪೂಜೆ ಅಂಗವಾಗಿ ಖರೀದಿಯಲ್ಲಿ ಗ್ರಾಹಕರು ತೊಡಗಿದ್ದರು. ಬೆಳ್ಳಿಯ ಲಕ್ಷ್ಮಿ ಮುಖವಾಡಗಳು ಹೆಚ್ಚಿನ ಸಂಖ್ಯೆಯಲ್ಲಿ ಮಾರಾಟವಾದವು. ಲಕ್ಷ್ಮಿ ಪೂಜೆ ಅಂಗವಾಗಿ ಹೂವುಗಳ ಬೆಲೆ ಏರಿಕೆಯಾಗಿತ್ತು. ಸೇವಂತಿಗೆ ಹೂವು ಮಾರಿಗೆ ೧೫೦ ರಿಂದ ೨೦೦ ರವರೆಗೂ ಮಾರಾಟವಾಯಿತು. ಮಲ್ಲಿಗೆ ಹೂವು ಒಂದು ಮಾರು ಕೂಡ ೫೦೦ ಕೆ.ಜಿ. ಕನಕಾಂಬರ ೩೦೦ ರಿಂದ ೪೦೦ ಕೆ.ಜಿ. ಗಳ ವರೆಗೆ ಸಿಗುತ್ತಿತ್ತು. ಪ್ರತಿ ಕೆ.ಜಿ ಏಲಕ್ಕಿ ಬಾಳೆಹಣ್ಣು ೧೦೦ ಇತ್ತು. <box>664 838 871 1146</box>
date-kannada: ಶನಿವಾರ ೦೯ ಆಗಸ್ಟ ೨೦೨೫ <box>569 23 705 40</box>
section-divider <box>886 1529 1514 1531</box>
article-headline: ಲೋಕ ಅದಾಲತ್ ಸದುಪಯೋಗಕ್ಕೆ ನ್ಯಾ. ರೋಣ ವಾಸುದೇವ್ ಸಲಹೆ <box>21 1274 739 1313</box>
article-photo-handloom <box>258 1896 649 2074</box>
masthead-logo-left <box>21 18 370 107</box>
article-body <box>886 533 1084 1061</box>
petition-meeting-illustration <box>888 265 1514 524</box>
